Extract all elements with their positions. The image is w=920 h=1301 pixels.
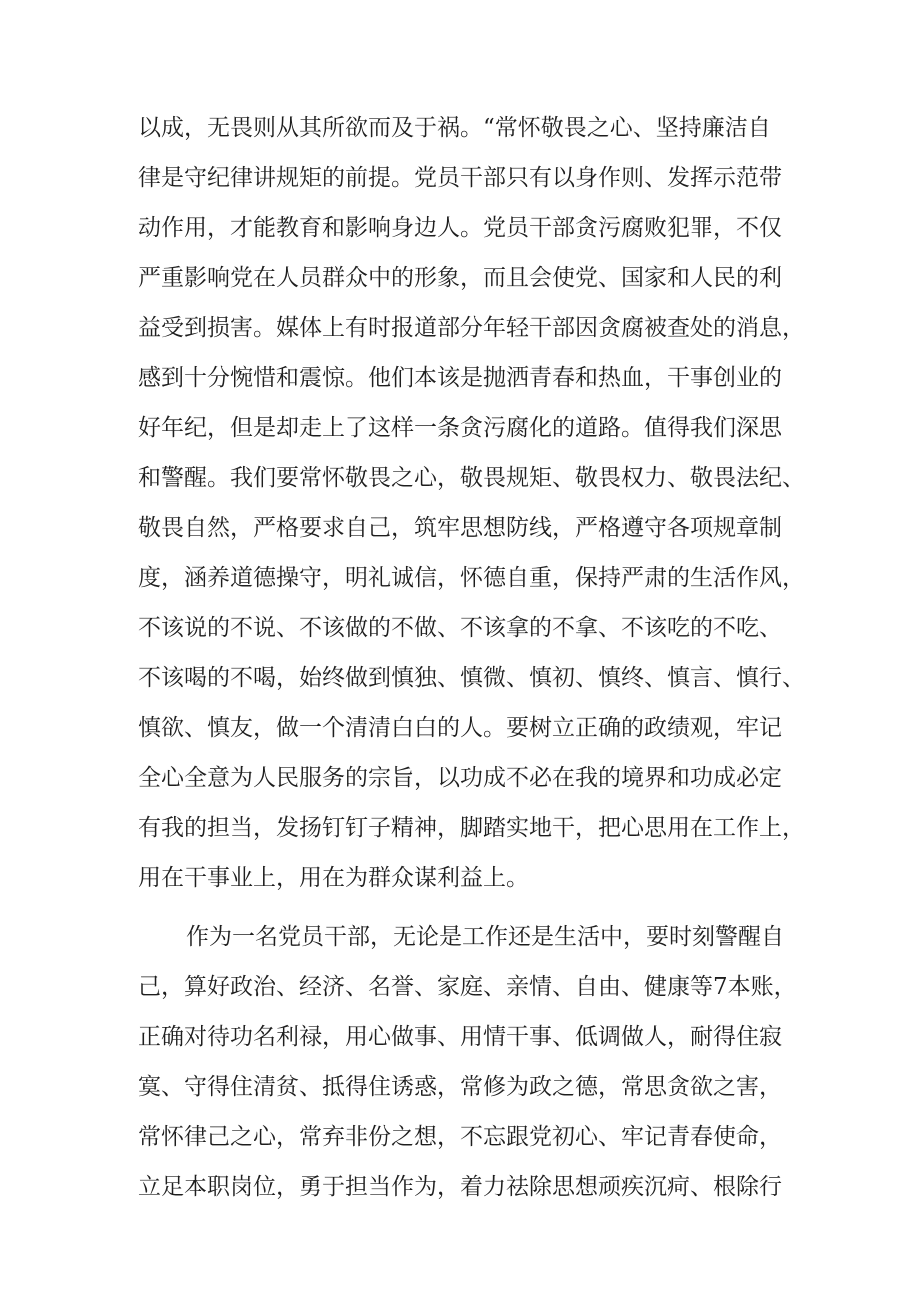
text-line: 正确对待功名利禄，用心做事、用情干事、低调做人，耐得住寂 <box>138 1024 782 1050</box>
paragraph-spacer <box>138 903 798 912</box>
text-line: 慎欲、慎友，做一个清清白白的人。要树立正确的政绩观，牢记 <box>138 715 782 741</box>
text-line: 好年纪，但是却走上了这样一条贪污腐化的道路。值得我们深思 <box>138 415 782 441</box>
document-body <box>138 103 805 1212</box>
text-line: 不该喝的不喝，始终做到慎独、慎微、慎初、慎终、慎言、慎行、 <box>138 665 805 691</box>
text-line: 立足本职岗位，勇于担当作为，着力祛除思想顽疾沉疴、根除行 <box>138 1174 782 1200</box>
text-line: 度，涵养道德操守，明礼诚信，怀德自重，保持严肃的生活作风， <box>138 565 805 591</box>
text-line: 感到十分惋惜和震惊。他们本该是抛洒青春和热血，干事创业的 <box>138 365 782 391</box>
text-line: 以成，无畏则从其所欲而及于祸。“常怀敬畏之心、坚持廉洁自 <box>138 115 771 141</box>
text-line: 全心全意为人民服务的宗旨，以功成不必在我的境界和功成必定 <box>138 765 782 791</box>
text-line: 和警醒。我们要常怀敬畏之心，敬畏规矩、敬畏权力、敬畏法纪、 <box>138 465 805 491</box>
text-line: 寞、守得住清贫、抵得住诱惑，常修为政之德，常思贪欲之害， <box>138 1074 782 1100</box>
text-line: 常怀律己之心，常弃非份之想，不忘跟党初心、牢记青春使命， <box>138 1124 782 1150</box>
paragraph-2 <box>138 912 798 1212</box>
text-line: 有我的担当，发扬钉钉子精神，脚踏实地干，把心思用在工作上， <box>138 815 805 841</box>
text-line: 己，算好政治、经济、名誉、家庭、亲情、自由、健康等7本账， <box>138 974 797 1000</box>
paragraph-1 <box>138 103 805 903</box>
text-line: 敬畏自然，严格要求自己，筑牢思想防线，严格遵守各项规章制 <box>138 515 782 541</box>
text-line: 严重影响党在人员群众中的形象，而且会使党、国家和人民的利 <box>138 265 782 291</box>
text-line: 动作用，才能教育和影响身边人。党员干部贪污腐败犯罪，不仅 <box>138 215 782 241</box>
text-line: 律是守纪律讲规矩的前提。党员干部只有以身作则、发挥示范带 <box>138 165 782 191</box>
text-line: 不该说的不说、不该做的不做、不该拿的不拿、不该吃的不吃、 <box>138 615 782 641</box>
text-line: 用在干事业上，用在为群众谋利益上。 <box>138 865 529 891</box>
text-line: 益受到损害。媒体上有时报道部分年轻干部因贪腐被查处的消息， <box>138 315 805 341</box>
text-line: 作为一名党员干部，无论是工作还是生活中，要时刻警醒自 <box>186 924 784 950</box>
